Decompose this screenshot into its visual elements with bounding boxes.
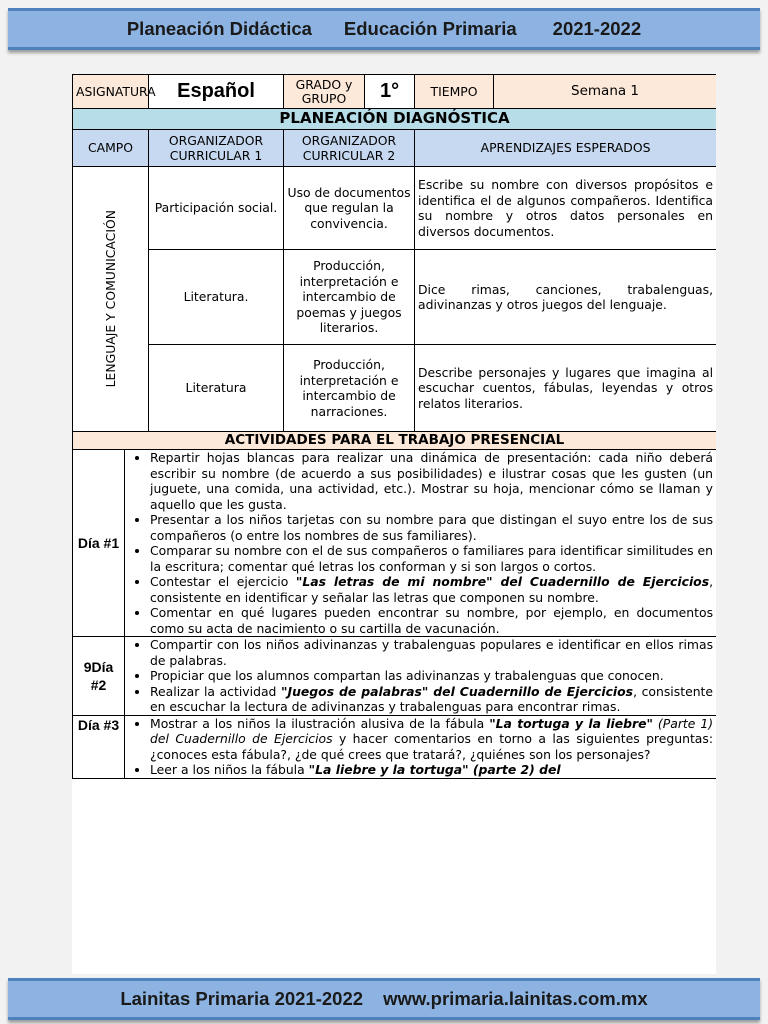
activity-item: • Realizar la actividad "Juegos de palabras" del Cuadernillo de Ejercicios, consistente en escuchar la lectura de adivinanzas y trabalenguas para encontrar rimas. xyxy=(150,684,713,715)
planning-document xyxy=(72,74,716,974)
day-label: Día #1 xyxy=(73,450,125,637)
activity-item: • Propiciar que los alumnos compartan las adivinanzas y trabalenguas que conocen. xyxy=(150,668,713,684)
footer-site: Lainitas Primaria 2021-2022 xyxy=(120,988,364,1009)
aprendizaje-cell: Dice rimas, canciones, trabalenguas, adivinanzas y otros juegos del lenguaje. xyxy=(415,250,716,345)
day-label: Día #3 xyxy=(73,715,125,778)
footer-url[interactable]: www.primaria.lainitas.com.mx xyxy=(383,988,648,1009)
day-label: 9Día #2 xyxy=(73,637,125,716)
org1-cell: Literatura xyxy=(149,345,284,432)
asignatura-label: ASIGNATURA xyxy=(73,75,149,109)
grado-value: 1° xyxy=(365,75,415,109)
col-campo: CAMPO xyxy=(73,130,149,167)
org1-cell: Literatura. xyxy=(149,250,284,345)
curriculum-row xyxy=(73,167,717,250)
curriculum-row xyxy=(73,345,717,432)
campo-cell xyxy=(73,167,149,432)
day-activities xyxy=(125,637,717,716)
section-title: PLANEACIÓN DIAGNÓSTICA xyxy=(73,109,717,130)
activity-item: • Repartir hojas blancas para realizar una dinámica de presentación: cada niño deberá escribir su nombre (de acuerdo a sus posibilidades) e ilustrar cosas que les gusten (un juguete, una comida, una actividad, etc.). Mostrar su hoja, mencionar cómo se llaman y aquello que les gusta. xyxy=(150,450,713,512)
info-row xyxy=(73,75,717,109)
org2-cell: Producción, interpretación e intercambio de narraciones. xyxy=(284,345,415,432)
day-row xyxy=(73,637,717,716)
activity-list xyxy=(128,716,713,778)
day-row xyxy=(73,715,717,778)
activity-item: • Compartir con los niños adivinanzas y trabalenguas populares e identificar en ellos rimas de palabras. xyxy=(150,637,713,668)
org2-cell: Producción, interpretación e intercambio de poemas y juegos literarios. xyxy=(284,250,415,345)
tiempo-label: TIEMPO xyxy=(415,75,494,109)
column-header-row xyxy=(73,130,717,167)
day-activities xyxy=(125,450,717,637)
activity-item: • Leer a los niños la fábula "La liebre y la tortuga" (parte 2) del xyxy=(150,762,713,778)
section-row xyxy=(73,109,717,130)
campo-label: LENGUAJE Y COMUNICACIÓN xyxy=(102,210,118,388)
aprendizaje-cell: Describe personajes y lugares que imagina al escuchar cuentos, fábulas, leyendas y otros relatos literarios. xyxy=(415,345,716,432)
col-org1: ORGANIZADOR CURRICULAR 1 xyxy=(149,130,284,167)
activity-item: • Presentar a los niños tarjetas con su nombre para que distingan el suyo entre los de sus compañeros (o entre los nombres de sus familiares). xyxy=(150,512,713,543)
tiempo-value: Semana 1 xyxy=(494,75,716,109)
header-cycle: 2021-2022 xyxy=(552,18,642,39)
activity-item: • Comparar su nombre con el de sus compañeros o familiares para identificar similitudes en la escritura; comentar qué letras los conforman y si son largos o cortos. xyxy=(150,543,713,574)
col-aprendizajes: APRENDIZAJES ESPERADOS xyxy=(415,130,716,167)
col-org2: ORGANIZADOR CURRICULAR 2 xyxy=(284,130,415,167)
activity-list xyxy=(128,450,713,636)
activity-list xyxy=(128,637,713,715)
header-title: Planeación Didáctica xyxy=(126,18,312,39)
grado-label: GRADO y GRUPO xyxy=(284,75,365,109)
footer-banner xyxy=(8,978,760,1020)
activity-item: • Mostrar a los niños la ilustración alusiva de la fábula "La tortuga y la liebre" (Parte 1) del Cuadernillo de Ejercicios y hacer comentarios en torno a las siguientes preguntas: ¿conoces esta fábula?, ¿de qué crees que tratará?, ¿quiénes son los personajes? xyxy=(150,716,713,763)
asignatura-value: Español xyxy=(149,75,284,109)
aprendizaje-cell: Escribe su nombre con diversos propósitos e identifica el de algunos compañeros. Identifica su nombre y otros datos personales en diversos documentos. xyxy=(415,167,716,250)
activity-item: • Contestar el ejercicio "Las letras de mi nombre" del Cuadernillo de Ejercicios, consistente en identificar y señalar las letras que componen su nombre. xyxy=(150,574,713,605)
activity-item: • Comentar en qué lugares pueden encontrar su nombre, por ejemplo, en documentos como su acta de nacimiento o su cartilla de vacunación. xyxy=(150,605,713,636)
planning-table xyxy=(72,74,716,779)
activities-title-row xyxy=(73,432,717,450)
header-banner xyxy=(8,8,760,50)
org1-cell: Participación social. xyxy=(149,167,284,250)
curriculum-row xyxy=(73,250,717,345)
activities-title: ACTIVIDADES PARA EL TRABAJO PRESENCIAL xyxy=(73,432,717,450)
org2-cell: Uso de documentos que regulan la convivencia. xyxy=(284,167,415,250)
header-level: Educación Primaria xyxy=(343,18,517,39)
day-row xyxy=(73,450,717,637)
day-activities xyxy=(125,715,717,778)
